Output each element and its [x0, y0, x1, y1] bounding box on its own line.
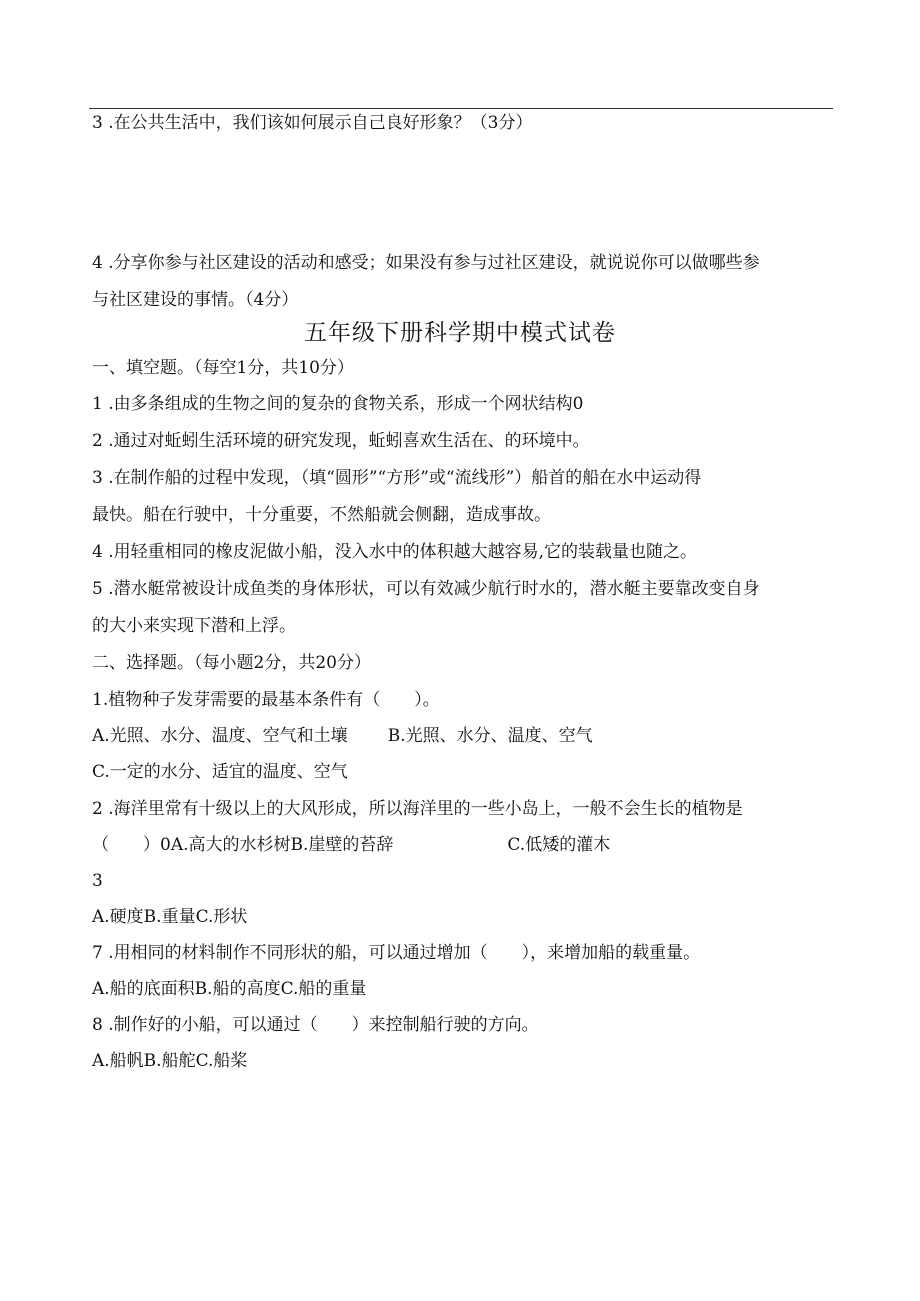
choice-question-2-line-1: 2 .海洋里常有十级以上的大风形成，所以海洋里的一些小岛上，一般不会生长的植物是 [92, 799, 743, 819]
civics-question-4-line-2: 与社区建设的事情。（4分） [92, 290, 299, 310]
choice-question-1: 1.植物种子发芽需要的最基本条件有（ ）。 [92, 690, 440, 710]
top-rule [89, 108, 833, 109]
choice-question-1-option-b: B.光照、水分、温度、空气 [387, 726, 593, 746]
choice-question-3-options: A.硬度B.重量C.形状 [92, 907, 248, 927]
choice-question-7-options: A.船的底面积B.船的高度C.船的重量 [92, 979, 367, 999]
exam-title: 五年级下册科学期中模式试卷 [304, 320, 616, 346]
fill-question-5-line-2: 的大小来实现下潜和上浮。 [92, 616, 296, 636]
choice-question-1-option-c: C.一定的水分、适宜的温度、空气 [92, 762, 348, 782]
fill-question-5-line-1: 5 .潜水艇常被设计成鱼类的身体形状，可以有效减少航行时水的，潜水艇主要靠改变自身 [92, 579, 760, 599]
civics-question-4-line-1: 4 .分享你参与社区建设的活动和感受；如果没有参与过社区建设，就说说你可以做哪些参 [92, 253, 760, 273]
choice-question-8: 8 .制作好的小船，可以通过（ ）来控制船行驶的方向。 [92, 1015, 539, 1035]
choice-question-1-options-ab [92, 725, 836, 747]
civics-question-3: 3 .在公共生活中，我们该如何展示自己良好形象？（3分） [92, 113, 533, 133]
choice-question-2-line-2 [92, 834, 836, 856]
choice-question-3-number: 3 [92, 871, 103, 891]
fill-section-heading: 一、填空题。（每空1分，共10分） [92, 358, 354, 378]
fill-question-3-line-2: 最快。船在行驶中，十分重要，不然船就会侧翻，造成事故。 [92, 505, 551, 525]
choice-question-7: 7 .用相同的材料制作不同形状的船，可以通过增加（ ），来增加船的载重量。 [92, 943, 701, 963]
choice-question-2-option-c: C.低矮的灌木 [507, 835, 611, 855]
fill-question-1: 1 .由多条组成的生物之间的复杂的食物关系，形成一个网状结构0 [92, 394, 584, 414]
choice-question-8-options: A.船帆B.船舵C.船桨 [92, 1051, 248, 1071]
fill-question-2: 2 .通过对蚯蚓生活环境的研究发现，蚯蚓喜欢生活在、的环境中。 [92, 431, 590, 451]
choice-question-1-option-a: A.光照、水分、温度、空气和土壤 [92, 726, 348, 746]
fill-question-3-line-1: 3 .在制作船的过程中发现，（填“圆形”“方形”或“流线形”）船首的船在水中运动得 [92, 468, 702, 488]
fill-question-4: 4 .用轻重相同的橡皮泥做小船，没入水中的体积越大越容易,它的装载量也随之。 [92, 542, 698, 562]
choice-question-2-options-ab: （ ）0A.高大的水杉树B.崖壁的苔辞 [92, 835, 394, 855]
choice-section-heading: 二、选择题。（每小题2分，共20分） [92, 653, 371, 673]
